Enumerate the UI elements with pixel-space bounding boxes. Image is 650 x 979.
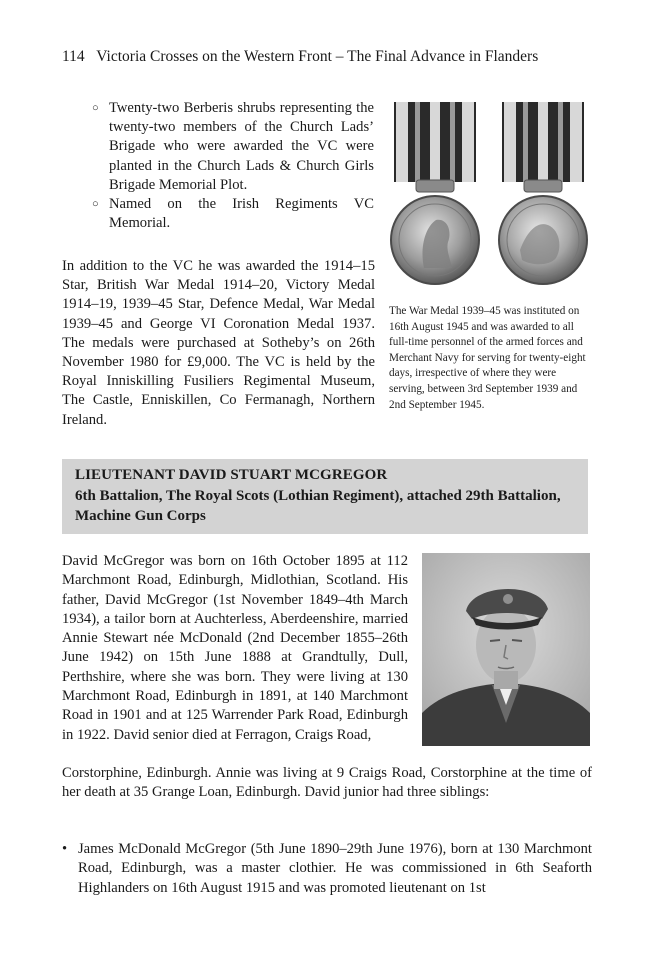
- subject-name: LIEUTENANT DAVID STUART MCGREGOR: [75, 467, 388, 483]
- war-medal-image: [390, 100, 590, 300]
- book-title: Victoria Crosses on the Western Front – The Final Advance in Flanders: [96, 48, 539, 65]
- medal-caption: The War Medal 1939–45 was instituted on 16th August 1945 and was awarded to all full-time personnel of the armed forces and Merchant Navy for serving for twenty-eight days, irrespective of where they were serving, between 3rd September 1939 and 2nd September 1945.: [389, 305, 586, 411]
- list-item: ○ Twenty-two Berberis shrubs representing the twenty-two members of the Church Lads’ Brigade who were awarded the VC were planted in the Church Lads & Church Girls Brigade Memorial Plot.: [92, 100, 374, 193]
- bullet-dot-icon: •: [62, 841, 68, 857]
- biography-paragraph-continued: Corstorphine, Edinburgh. Annie was living at 9 Craigs Road, Corstorphine at the time of her death at 35 Grange Loan, Edinburgh. David junior had three siblings:: [62, 765, 592, 801]
- memorial-list: [92, 99, 374, 233]
- officer-portrait-image: [422, 553, 590, 746]
- bullet-circle-icon: ○: [92, 198, 99, 211]
- list-item: ○ Named on the Irish Regiments VC Memorial.: [92, 196, 374, 232]
- bullet-circle-icon: ○: [92, 102, 99, 114]
- section-heading: [62, 459, 588, 534]
- running-head: [62, 48, 538, 66]
- siblings-list: [62, 840, 592, 898]
- list-item: • James McDonald McGregor (5th June 1890–29th June 1976), born at 130 Marchmont Road, Edinburgh, was a master clothier. He was commissioned in 6th Seaforth Highlanders on 16th August 1915 and was promoted lieutenant on 1st: [62, 841, 592, 896]
- medals-paragraph: In addition to the VC he was awarded the 1914–15 Star, British War Medal 1914–20, Victory Medal 1914–19, 1939–45 Star, Defence Medal, War Medal 1939–45 and George VI Coronation Medal 1937. The medals were purchased at Sotheby’s on 26th November 1980 for £9,000. The VC is held by the Royal Inniskilling Fusiliers Regimental Museum, The Castle, Enniskillen, Co Fermanagh, Northern Ireland.: [62, 258, 375, 428]
- portrait-photo: [422, 553, 590, 746]
- medal-photo: [390, 100, 590, 300]
- page-number: 114: [62, 48, 85, 65]
- biography-paragraph: David McGregor was born on 16th October 1895 at 112 Marchmont Road, Edinburgh, Midlothian, Scotland. His father, David McGregor (1st November 1849–4th March 1934), a tailor born at Auchterless, Aberdeenshire, married Annie Stewart née McDonald (2nd December 1855–26th June 1942) on 15th June 1888 at Grandtully, Dull, Perthshire, where she was born. They were living at 130 Marchmont Road, Edinburgh in 1891, at 140 Marchmont Road in 1901 and at 125 Warrender Park Road, Edinburgh in 1922. David senior died at Ferragon, Craigs Road,: [62, 553, 408, 743]
- subject-unit: 6th Battalion, The Royal Scots (Lothian Regiment), attached 29th Battalion, Machine Gun Corps: [75, 488, 561, 524]
